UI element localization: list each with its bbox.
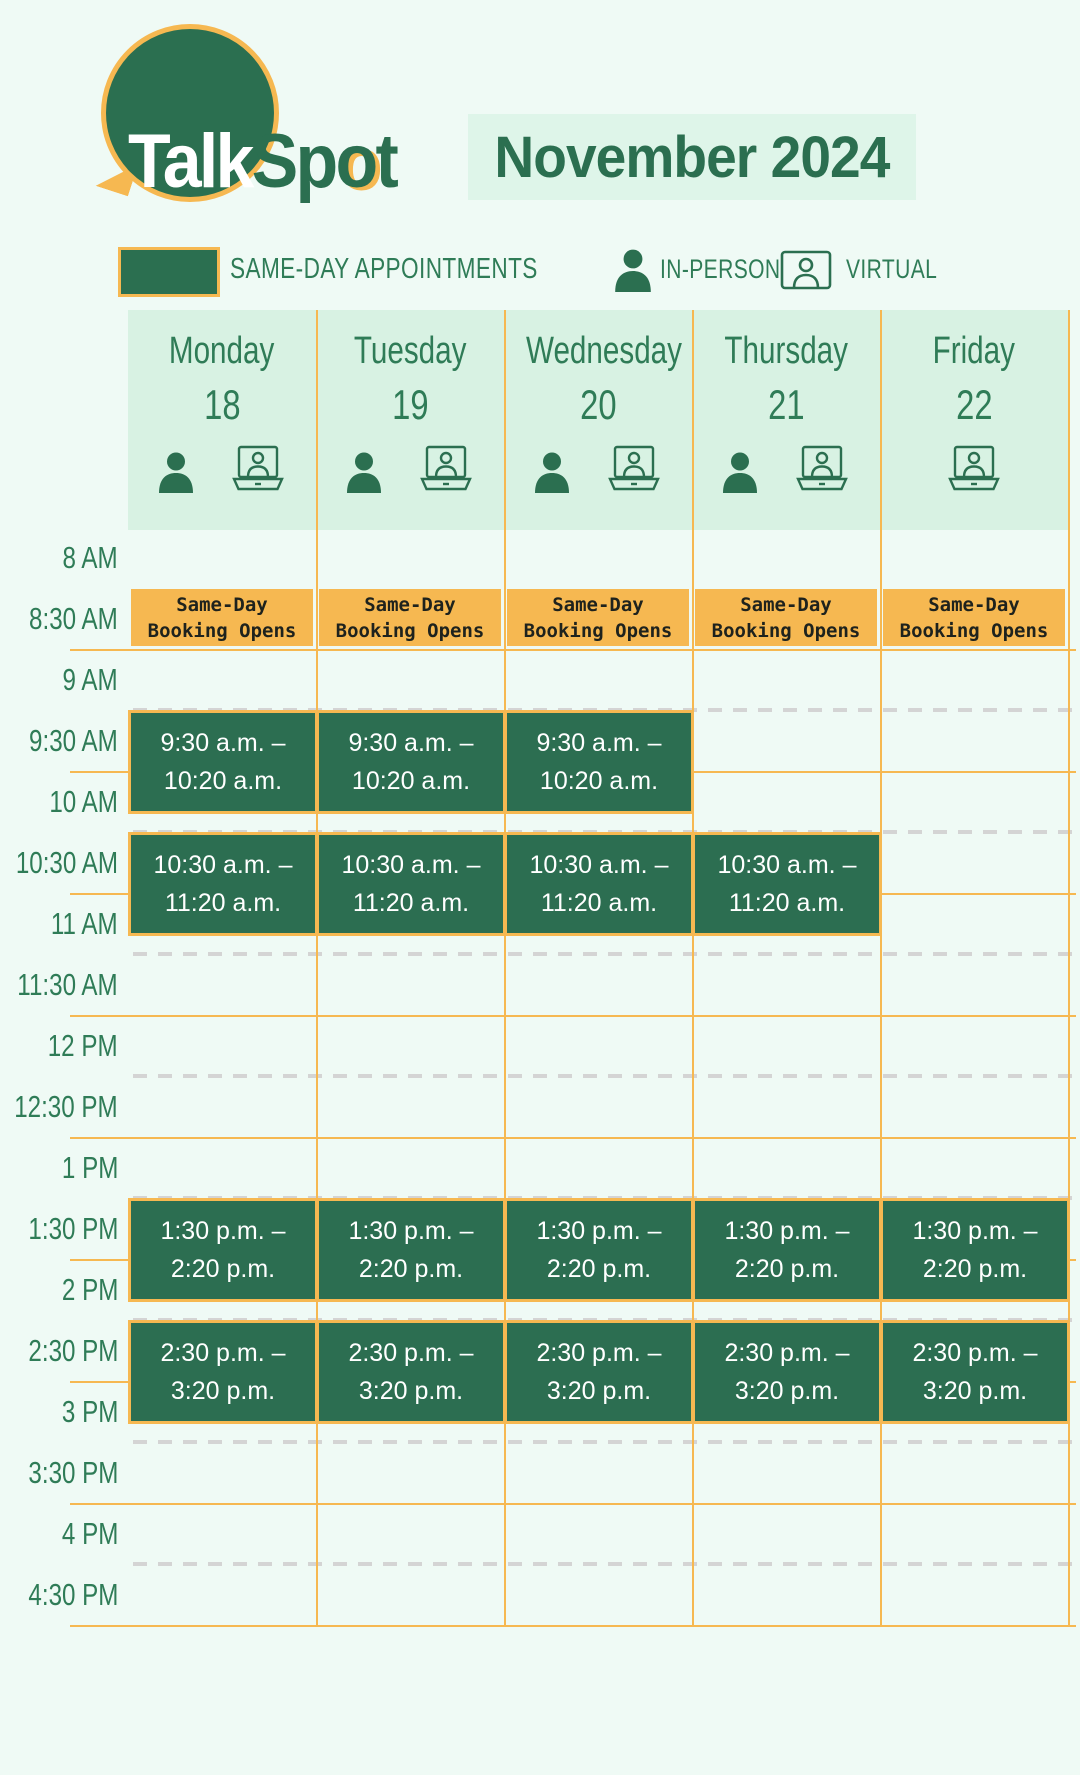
time-label: 2 PM bbox=[61, 1271, 118, 1307]
virtual-icon bbox=[794, 445, 850, 493]
in-person-icon bbox=[158, 451, 194, 493]
virtual-icon bbox=[230, 445, 286, 493]
appointment-time-line: 10:30 a.m. – bbox=[529, 851, 669, 879]
column-separator bbox=[316, 310, 318, 1625]
time-label: 11:30 AM bbox=[17, 966, 118, 1002]
in-person-icon bbox=[534, 451, 570, 493]
brand-logo bbox=[128, 118, 396, 205]
day-name: Tuesday bbox=[353, 330, 467, 372]
day-icon-row bbox=[316, 445, 504, 493]
time-label: 2:30 PM bbox=[27, 1332, 118, 1368]
appointment-block[interactable] bbox=[128, 1320, 318, 1424]
in-person-icon bbox=[346, 451, 382, 493]
half-hour-dashed-line bbox=[133, 1074, 1078, 1078]
time-label: 11 AM bbox=[51, 905, 118, 941]
booking-banner-line: Same-Day bbox=[364, 593, 456, 616]
time-label: 4 PM bbox=[61, 1515, 118, 1551]
appointment-block[interactable] bbox=[692, 1198, 882, 1302]
booking-open-banner bbox=[507, 589, 689, 646]
day-icon-row bbox=[504, 445, 692, 493]
appointment-time-line: 11:20 a.m. bbox=[164, 889, 282, 917]
booking-open-banner bbox=[883, 589, 1065, 646]
day-header-cell bbox=[880, 310, 1068, 530]
time-label: 8 AM bbox=[62, 539, 118, 575]
booking-open-banner bbox=[695, 589, 877, 646]
column-separator bbox=[692, 310, 694, 1625]
legend-in-person-label: IN-PERSON bbox=[660, 253, 781, 284]
appointment-time-line: 2:30 p.m. – bbox=[348, 1339, 474, 1367]
time-label: 12:30 PM bbox=[14, 1088, 118, 1124]
appointment-time-line: 11:20 a.m. bbox=[352, 889, 470, 917]
booking-banner-line: Same-Day bbox=[928, 593, 1020, 616]
booking-banner-line: Booking Opens bbox=[523, 619, 673, 642]
appointment-block[interactable] bbox=[504, 1198, 694, 1302]
appointment-time-line: 3:20 p.m. bbox=[170, 1377, 276, 1405]
appointment-time-line: 2:30 p.m. – bbox=[160, 1339, 286, 1367]
appointment-block[interactable] bbox=[504, 1320, 694, 1424]
booking-banner-line: Booking Opens bbox=[335, 619, 485, 642]
appointment-time-line: 11:20 a.m. bbox=[540, 889, 658, 917]
appointment-time-line: 3:20 p.m. bbox=[546, 1377, 652, 1405]
appointment-block[interactable] bbox=[316, 710, 506, 814]
hour-line bbox=[70, 1015, 1076, 1017]
appointment-time-line: 2:30 p.m. – bbox=[724, 1339, 850, 1367]
appointment-block[interactable] bbox=[504, 832, 694, 936]
half-hour-dashed-line bbox=[133, 1562, 1078, 1566]
booking-open-banner bbox=[131, 589, 313, 646]
half-hour-dashed-line bbox=[133, 952, 1078, 956]
hour-line bbox=[70, 1625, 1076, 1627]
column-separator bbox=[880, 310, 882, 1625]
day-header-cell bbox=[128, 310, 316, 530]
in-person-icon bbox=[722, 451, 758, 493]
day-name: Friday bbox=[932, 330, 1016, 372]
time-label: 1:30 PM bbox=[27, 1210, 118, 1246]
logo-talk: Talk bbox=[128, 119, 252, 204]
appointment-block[interactable] bbox=[128, 1198, 318, 1302]
appointment-time-line: 2:20 p.m. bbox=[734, 1255, 840, 1283]
appointment-time-line: 3:20 p.m. bbox=[358, 1377, 464, 1405]
appointment-time-line: 3:20 p.m. bbox=[922, 1377, 1028, 1405]
appointment-time-line: 3:20 p.m. bbox=[734, 1377, 840, 1405]
day-date: 21 bbox=[767, 381, 805, 428]
time-label: 4:30 PM bbox=[27, 1576, 118, 1612]
booking-banner-line: Booking Opens bbox=[711, 619, 861, 642]
time-label: 10 AM bbox=[49, 783, 118, 819]
appointment-block[interactable] bbox=[128, 832, 318, 936]
appointment-block[interactable] bbox=[692, 832, 882, 936]
booking-open-banner bbox=[319, 589, 501, 646]
time-label: 9:30 AM bbox=[29, 722, 118, 758]
time-label: 3 PM bbox=[61, 1393, 118, 1429]
appointment-time-line: 1:30 p.m. – bbox=[724, 1217, 850, 1245]
appointment-time-line: 10:20 a.m. bbox=[539, 767, 659, 795]
day-date: 19 bbox=[391, 381, 429, 428]
time-label: 8:30 AM bbox=[29, 600, 118, 636]
day-name: Thursday bbox=[724, 330, 848, 372]
day-name: Monday bbox=[169, 330, 275, 372]
day-date: 18 bbox=[203, 381, 241, 428]
in-person-icon bbox=[614, 248, 652, 292]
appointment-block[interactable] bbox=[316, 1198, 506, 1302]
appointment-block[interactable] bbox=[504, 710, 694, 814]
day-icon-row bbox=[692, 445, 880, 493]
same-day-swatch bbox=[118, 247, 220, 297]
appointment-time-line: 9:30 a.m. – bbox=[536, 729, 662, 757]
day-date: 20 bbox=[579, 381, 617, 428]
appointment-block[interactable] bbox=[316, 1320, 506, 1424]
half-hour-dashed-line bbox=[133, 1440, 1078, 1444]
appointment-time-line: 10:20 a.m. bbox=[163, 767, 283, 795]
day-header-cell bbox=[504, 310, 692, 530]
appointment-block[interactable] bbox=[128, 710, 318, 814]
appointment-time-line: 11:20 a.m. bbox=[728, 889, 846, 917]
appointment-time-line: 10:30 a.m. – bbox=[717, 851, 857, 879]
month-title-box bbox=[468, 114, 916, 200]
time-label: 9 AM bbox=[62, 661, 118, 697]
booking-banner-line: Same-Day bbox=[552, 593, 644, 616]
appointment-time-line: 2:30 p.m. – bbox=[912, 1339, 1038, 1367]
appointment-time-line: 2:30 p.m. – bbox=[536, 1339, 662, 1367]
booking-banner-line: Booking Opens bbox=[147, 619, 297, 642]
appointment-time-line: 1:30 p.m. – bbox=[160, 1217, 286, 1245]
column-separator bbox=[504, 310, 506, 1625]
column-separator bbox=[1068, 310, 1070, 1625]
appointment-block[interactable] bbox=[692, 1320, 882, 1424]
time-label: 12 PM bbox=[48, 1027, 118, 1063]
appointment-time-line: 10:30 a.m. – bbox=[341, 851, 481, 879]
hour-line bbox=[70, 1503, 1076, 1505]
time-label: 1 PM bbox=[61, 1149, 118, 1185]
day-name: Wednesday bbox=[525, 330, 682, 372]
appointment-time-line: 10:20 a.m. bbox=[351, 767, 471, 795]
day-icon-row bbox=[128, 445, 316, 493]
hour-line bbox=[70, 1137, 1076, 1139]
booking-banner-line: Same-Day bbox=[740, 593, 832, 616]
legend-virtual-label: VIRTUAL bbox=[846, 253, 938, 284]
hour-line bbox=[70, 649, 1076, 651]
appointment-time-line: 1:30 p.m. – bbox=[348, 1217, 474, 1245]
legend-same-day-label: SAME-DAY APPOINTMENTS bbox=[230, 252, 538, 285]
logo-spot: Spot bbox=[251, 119, 397, 204]
day-date: 22 bbox=[955, 381, 993, 428]
time-label: 10:30 AM bbox=[15, 844, 118, 880]
appointment-time-line: 1:30 p.m. – bbox=[912, 1217, 1038, 1245]
virtual-icon bbox=[946, 445, 1002, 493]
appointment-time-line: 1:30 p.m. – bbox=[536, 1217, 662, 1245]
day-header-cell bbox=[692, 310, 880, 530]
appointment-time-line: 9:30 a.m. – bbox=[160, 729, 286, 757]
appointment-block[interactable] bbox=[880, 1320, 1070, 1424]
appointment-time-line: 2:20 p.m. bbox=[170, 1255, 276, 1283]
virtual-icon bbox=[780, 250, 832, 290]
appointment-time-line: 9:30 a.m. – bbox=[348, 729, 474, 757]
month-title: November 2024 bbox=[494, 124, 890, 190]
appointment-time-line: 2:20 p.m. bbox=[922, 1255, 1028, 1283]
booking-banner-line: Booking Opens bbox=[899, 619, 1049, 642]
appointment-time-line: 2:20 p.m. bbox=[546, 1255, 652, 1283]
appointment-block[interactable] bbox=[316, 832, 506, 936]
day-icon-row bbox=[880, 445, 1068, 493]
virtual-icon bbox=[606, 445, 662, 493]
appointment-time-line: 2:20 p.m. bbox=[358, 1255, 464, 1283]
booking-banner-line: Same-Day bbox=[176, 593, 268, 616]
appointment-time-line: 10:30 a.m. – bbox=[153, 851, 293, 879]
appointment-block[interactable] bbox=[880, 1198, 1070, 1302]
time-label: 3:30 PM bbox=[27, 1454, 118, 1490]
virtual-icon bbox=[418, 445, 474, 493]
day-header-cell bbox=[316, 310, 504, 530]
